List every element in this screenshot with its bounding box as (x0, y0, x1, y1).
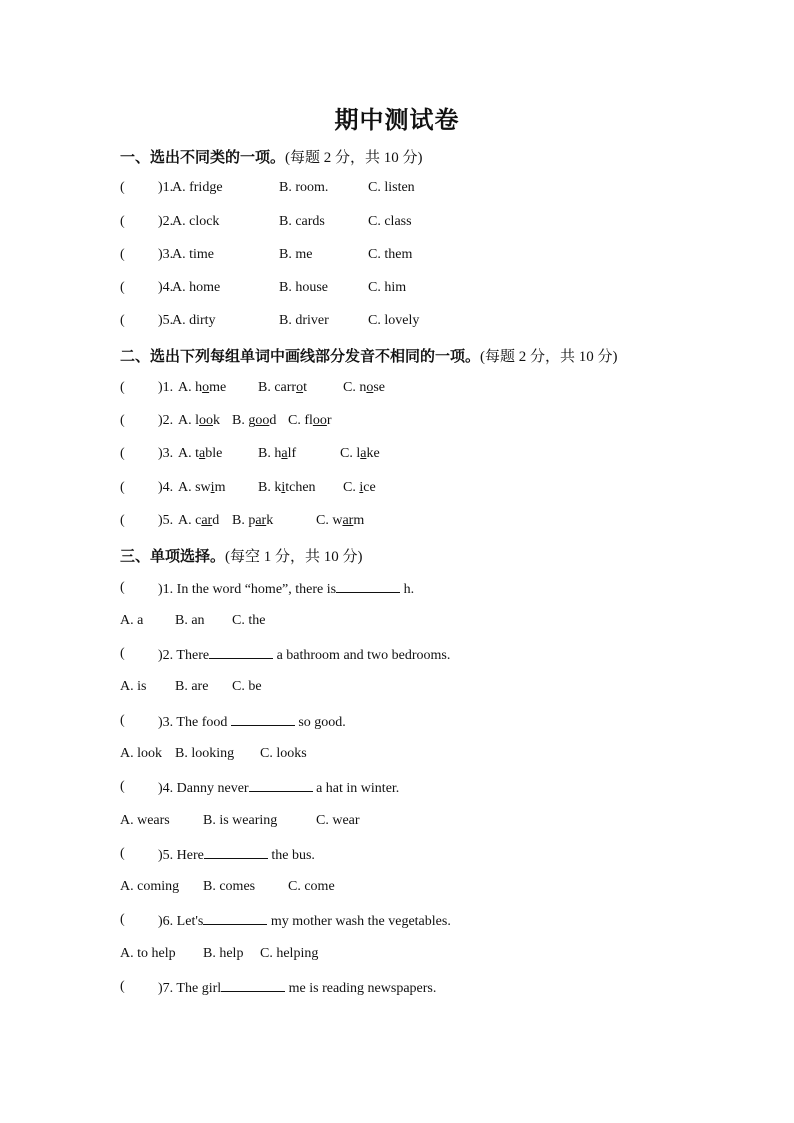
fill-blank[interactable] (336, 580, 400, 593)
option-b: B. are (175, 679, 209, 694)
answer-paren[interactable]: ( (120, 313, 125, 328)
option-a: A. clock (172, 214, 220, 229)
option-b: B. kitchen (258, 480, 316, 495)
answer-paren[interactable]: ( (120, 180, 125, 195)
answer-paren[interactable]: ( (120, 713, 125, 728)
answer-paren[interactable]: ( (120, 646, 125, 661)
answer-paren[interactable]: ( (120, 779, 125, 794)
option-a: A. home (178, 380, 227, 395)
item-number: )5. (158, 313, 174, 328)
option-b: B. house (279, 280, 328, 295)
answer-paren[interactable]: ( (120, 280, 125, 295)
option-b: B. comes (203, 879, 256, 894)
option-c: C. ice (343, 480, 376, 495)
item-number: )3. (158, 247, 174, 262)
fill-blank[interactable] (221, 979, 285, 992)
option-c: C. lovely (368, 313, 420, 328)
option-b: B. room. (279, 180, 329, 195)
option-a: A. wears (120, 813, 170, 828)
option-c: C. looks (260, 746, 307, 761)
option-a: A. look (178, 413, 220, 428)
option-c: C. him (368, 280, 407, 295)
fill-blank[interactable] (204, 846, 268, 859)
item-number: )4. (158, 280, 174, 295)
section-1-heading (120, 146, 423, 167)
option-c: C. them (368, 247, 413, 262)
answer-paren[interactable]: ( (120, 247, 125, 262)
fill-blank[interactable] (203, 912, 267, 925)
option-c: C. nose (343, 380, 386, 395)
option-b: B. looking (175, 746, 235, 761)
option-c: C. the (232, 613, 266, 628)
option-a: A. time (172, 247, 214, 262)
page-title: 期中测试卷 (334, 108, 460, 134)
option-b: B. is wearing (203, 813, 278, 828)
option-a: A. fridge (172, 180, 223, 195)
answer-paren[interactable]: ( (120, 580, 125, 595)
option-b: B. driver (279, 313, 329, 328)
option-a: A. is (120, 679, 147, 694)
section-1-note: (每题 2 分，共 10 分) (285, 150, 423, 166)
option-c: C. class (368, 214, 412, 229)
option-b: B. an (175, 613, 205, 628)
item-number: )2. (158, 214, 174, 229)
option-a: A. swim (178, 480, 226, 495)
item-number: )1. (158, 180, 174, 195)
option-c: C. lake (340, 446, 380, 461)
option-c: C. wear (316, 813, 360, 828)
option-c: C. be (232, 679, 262, 694)
section-3-note: (每空 1 分，共 10 分) (225, 549, 363, 565)
item-number: )3. (158, 446, 174, 461)
option-a: A. a (120, 613, 144, 628)
option-c: C. helping (260, 946, 319, 961)
option-a: A. home (172, 280, 221, 295)
section-1-title: 一、选出不同类的一项。 (120, 150, 286, 166)
question-text: )5. Here the bus. (158, 848, 315, 863)
option-a: A. card (178, 513, 220, 528)
option-c: C. come (288, 879, 335, 894)
answer-paren[interactable]: ( (120, 846, 125, 861)
section-2-note: (每题 2 分，共 10 分) (480, 349, 618, 365)
answer-paren[interactable]: ( (120, 912, 125, 927)
answer-paren[interactable]: ( (120, 513, 125, 528)
item-number: )1. (158, 380, 174, 395)
option-b: B. cards (279, 214, 325, 229)
answer-paren[interactable]: ( (120, 480, 125, 495)
option-b: B. me (279, 247, 313, 262)
answer-paren[interactable]: ( (120, 446, 125, 461)
option-a: A. dirty (172, 313, 216, 328)
option-c: C. listen (368, 180, 415, 195)
item-number: )4. (158, 480, 174, 495)
section-3-heading (120, 545, 363, 566)
answer-paren[interactable]: ( (120, 413, 125, 428)
question-text: )2. There a bathroom and two bedrooms. (158, 648, 451, 663)
option-c: C. warm (316, 513, 365, 528)
section-2-heading (120, 345, 618, 366)
option-c: C. floor (288, 413, 332, 428)
question-text: )3. The food so good. (158, 715, 346, 730)
question-text: )4. Danny never a hat in winter. (158, 781, 400, 796)
answer-paren[interactable]: ( (120, 380, 125, 395)
option-b: B. help (203, 946, 244, 961)
fill-blank[interactable] (249, 779, 313, 792)
item-number: )5. (158, 513, 174, 528)
answer-paren[interactable]: ( (120, 214, 125, 229)
answer-paren[interactable]: ( (120, 979, 125, 994)
option-a: A. to help (120, 946, 176, 961)
option-a: A. coming (120, 879, 180, 894)
option-b: B. good (232, 413, 277, 428)
option-a: A. table (178, 446, 223, 461)
option-b: B. half (258, 446, 297, 461)
question-text: )7. The girl me is reading newspapers. (158, 981, 437, 996)
fill-blank[interactable] (209, 646, 273, 659)
fill-blank[interactable] (231, 713, 295, 726)
section-3-title: 三、单项选择。 (120, 549, 226, 565)
item-number: )2. (158, 413, 174, 428)
section-2-title: 二、选出下列每组单词中画线部分发音不相同的一项。 (120, 349, 481, 365)
option-b: B. park (232, 513, 274, 528)
option-a: A. look (120, 746, 162, 761)
question-text: )1. In the word “home”, there is h. (158, 582, 415, 597)
option-b: B. carrot (258, 380, 307, 395)
question-text: )6. Let's my mother wash the vegetables. (158, 914, 451, 929)
